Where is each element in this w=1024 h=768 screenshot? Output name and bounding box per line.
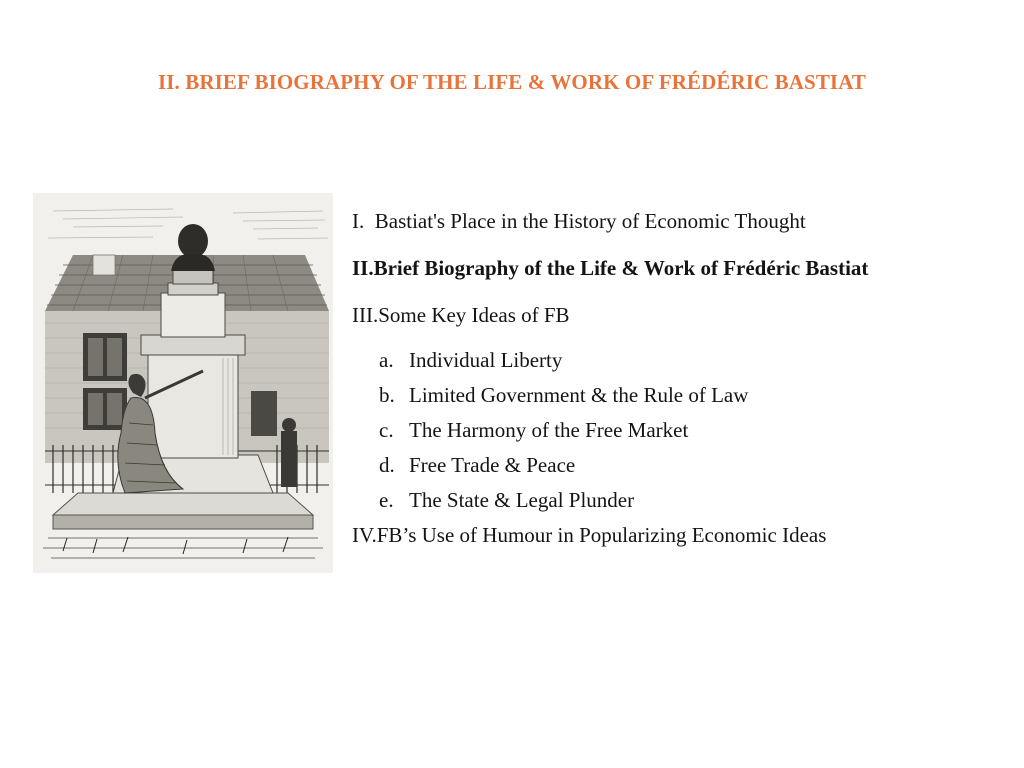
key-idea-item [379, 380, 1020, 415]
key-idea-letter: a. [379, 348, 394, 372]
key-idea-text: The Harmony of the Free Market [409, 418, 689, 442]
presentation-outline [352, 206, 1020, 555]
outline-item-3 [352, 300, 1020, 345]
outline-item-number: IV. [352, 523, 377, 547]
key-idea-item [379, 485, 1020, 520]
outline-item-1 [352, 206, 1020, 253]
slide-title: II. BRIEF BIOGRAPHY OF THE LIFE & WORK OF FRÉDÉRIC BASTIAT [157, 70, 867, 94]
outline-item-number: III. [352, 303, 379, 327]
outline-item-2-current [352, 253, 1020, 300]
key-idea-text: Free Trade & Peace [409, 453, 576, 477]
outline-item-text: Bastiat's Place in the History of Economic Thought [374, 209, 806, 233]
outline-item-number: II. [352, 256, 374, 280]
outline-item-number: I. [352, 209, 365, 233]
outline-item-4 [352, 520, 1020, 555]
outline-item-text: Some Key Ideas of FB [378, 303, 570, 327]
key-idea-letter: b. [379, 383, 395, 407]
outline-item-text: Brief Biography of the Life & Work of Frédéric Bastiat [373, 256, 869, 280]
key-idea-item [379, 450, 1020, 485]
key-idea-item [379, 415, 1020, 450]
monument-engraving-image [33, 193, 333, 573]
key-idea-text: Limited Government & the Rule of Law [409, 383, 749, 407]
key-ideas-list [379, 345, 1020, 520]
key-idea-letter: e. [379, 488, 394, 512]
outline-item-text: FB’s Use of Humour in Popularizing Economic Ideas [376, 523, 827, 547]
key-idea-text: Individual Liberty [409, 348, 563, 372]
key-idea-letter: d. [379, 453, 395, 477]
key-idea-item [379, 345, 1020, 380]
key-idea-text: The State & Legal Plunder [409, 488, 635, 512]
key-idea-letter: c. [379, 418, 394, 442]
